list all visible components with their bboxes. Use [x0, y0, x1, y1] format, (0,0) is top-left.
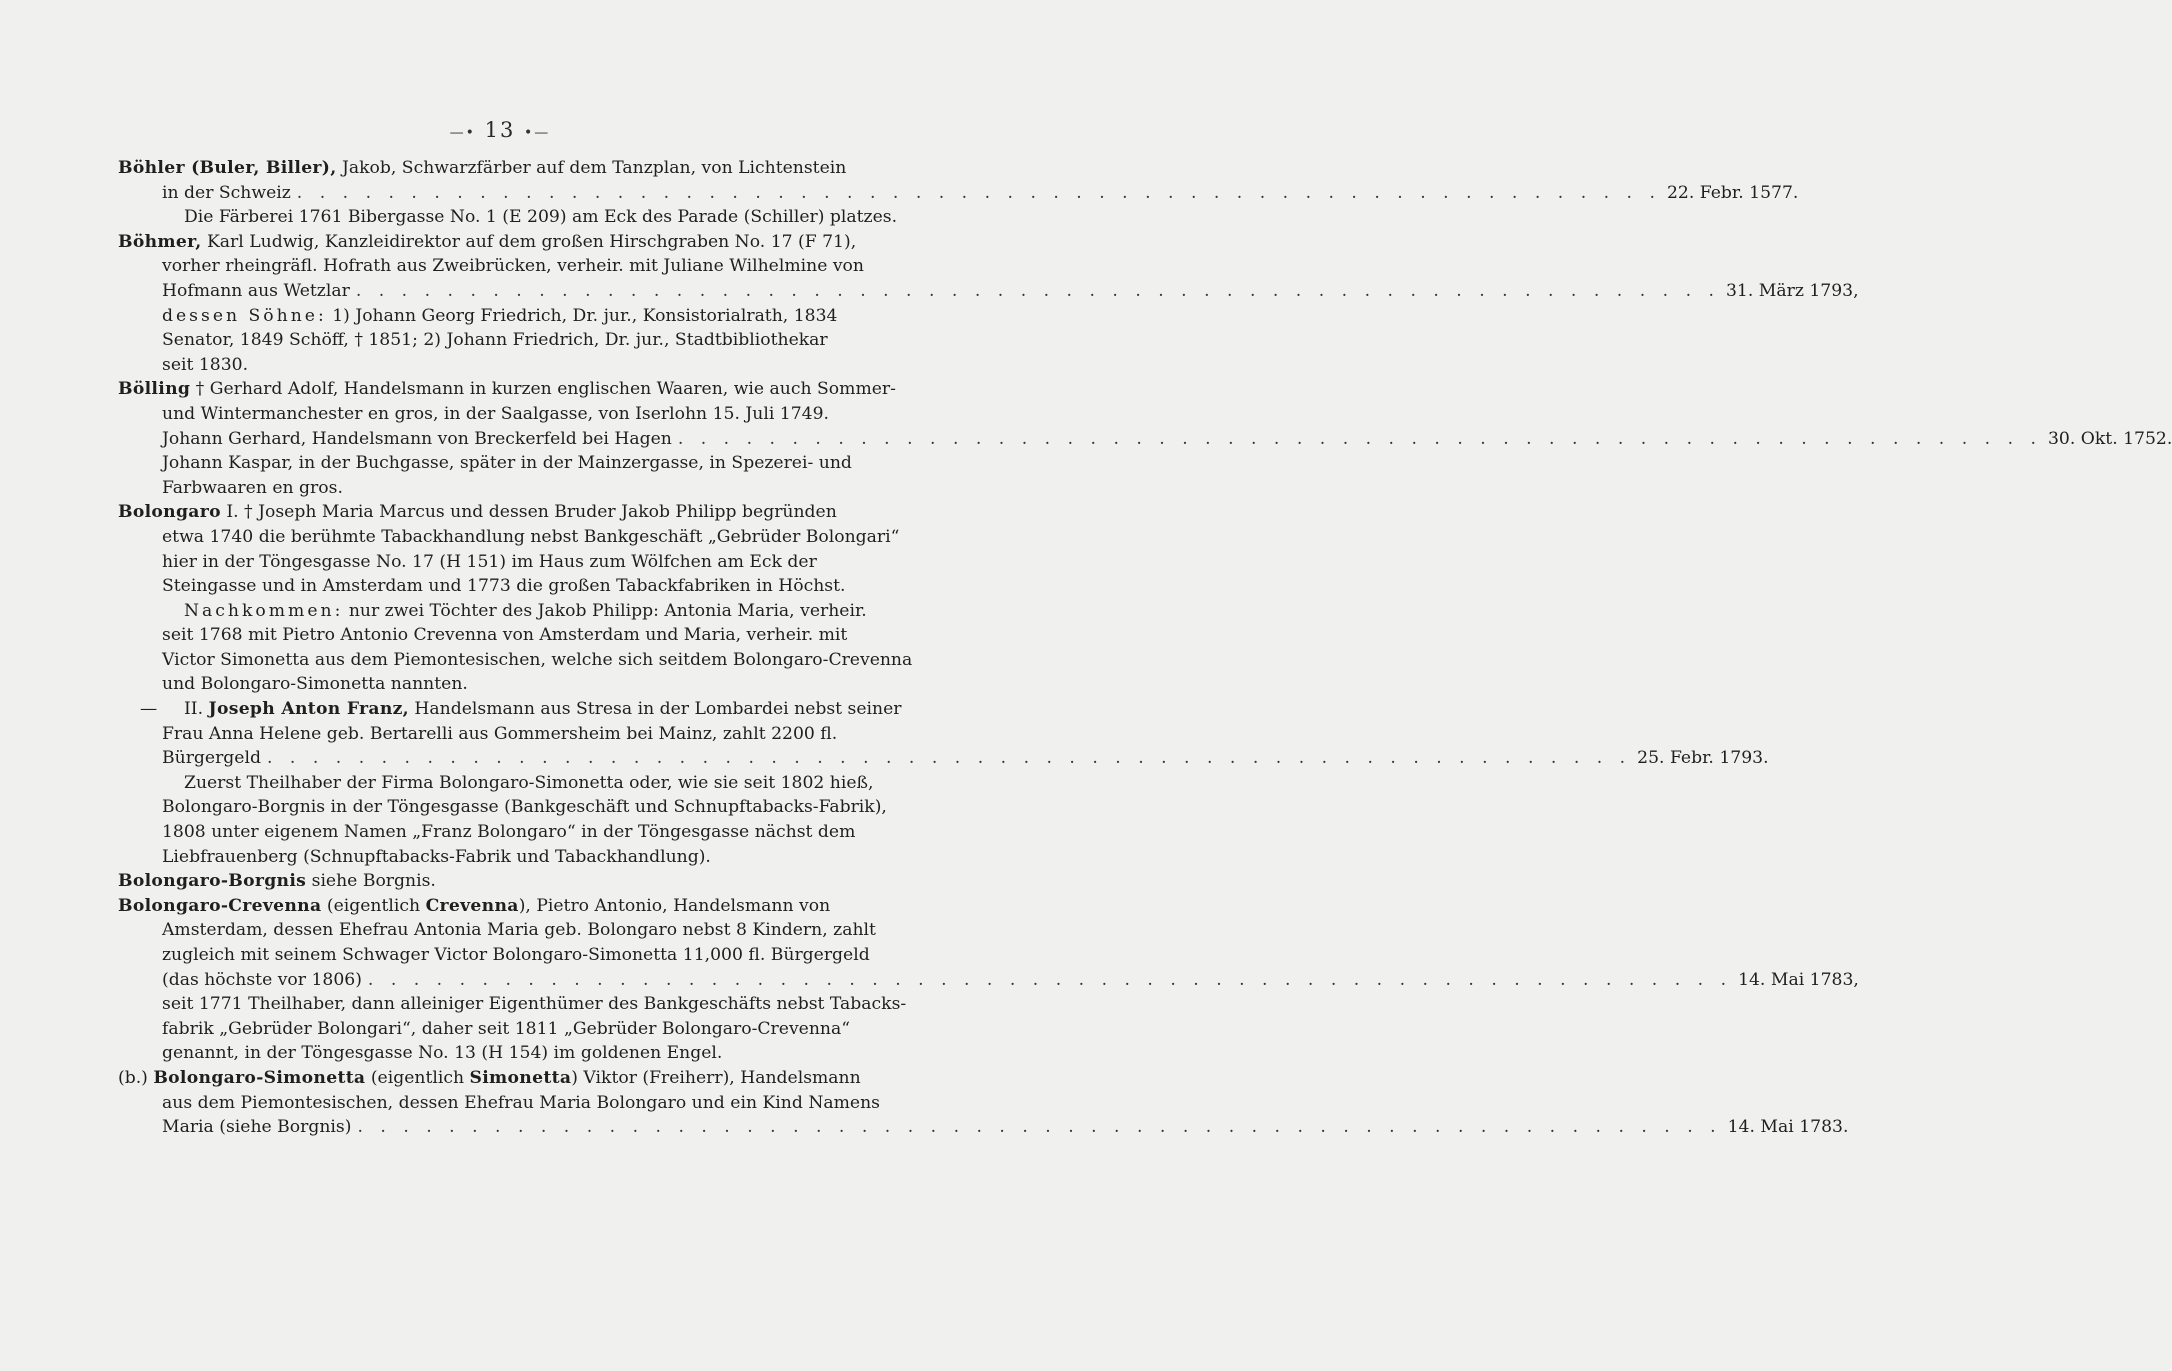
- entry-text: und Wintermanchester en gros, in der Saalgasse, von Iserlohn 15. Juli 1749.: [162, 403, 829, 424]
- text-line: [118, 205, 914, 230]
- page-number-text: 13: [484, 118, 516, 142]
- entry-text: 1) Johann Georg Friedrich, Dr. jur., Konsistorialrath, 1834: [326, 305, 838, 326]
- entry-headword: Böhler (Buler, Biller),: [118, 158, 337, 178]
- entry-text: II.: [184, 699, 209, 720]
- entry-date: 30. Okt. 1752.: [2047, 428, 2172, 449]
- entry-headword: Joseph Anton Franz,: [208, 699, 409, 720]
- entry-text: vorher rheingräfl. Hofrath aus Zweibrücken, verheir. mit Juliane Wilhelmine von: [162, 256, 864, 277]
- entry-headword: Simonetta: [469, 1067, 572, 1088]
- entry-text: Maria (siehe Borgnis): [162, 1117, 352, 1138]
- text-line: [118, 304, 914, 329]
- repeat-dash: —: [140, 699, 158, 720]
- entry-headword: Crevenna: [425, 895, 519, 916]
- entry-text: Senator, 1849 Schöff, † 1851; 2) Johann Friedrich, Dr. jur., Stadtbibliothekar: [162, 330, 828, 351]
- directory-entries: [118, 156, 2172, 1140]
- text-line: [118, 181, 1799, 206]
- entry-text: ) Viktor (Freiherr), Handelsmann: [571, 1067, 861, 1088]
- text-line: [118, 1091, 914, 1116]
- entry-text: 1808 unter eigenem Namen „Franz Bolongaro“ in der Töngesgasse nächst dem: [162, 822, 856, 843]
- text-line: [118, 918, 914, 943]
- entry-headword: Böhmer,: [118, 231, 202, 252]
- folio-ornament-left: —•: [449, 125, 476, 141]
- text-line: [118, 525, 914, 550]
- entry-text: Victor Simonetta aus dem Piemontesischen, welche sich seitdem Bolongaro-Crevenna: [162, 649, 913, 670]
- text-line: [118, 1115, 1849, 1140]
- entry-headword: Bolongaro-Simonetta: [153, 1067, 366, 1088]
- dot-leader: . . . . . . . . . . . . . . . . . . . . . . . . . . . . . . . . . . . . . . . . . . . . . . . . . . . . . . . . . . . .: [367, 969, 1733, 990]
- entry-text: Steingasse und in Amsterdam und 1773 die großen Tabackfabriken in Höchst.: [162, 576, 846, 597]
- text-line: [118, 156, 914, 181]
- entry-text: etwa 1740 die berühmte Tabackhandlung nebst Bankgeschäft „Gebrüder Bolongari“: [162, 526, 900, 547]
- entry-text: † Gerhard Adolf, Handelsmann in kurzen englischen Waaren, wie auch Sommer-: [190, 379, 896, 400]
- entry-text: Johann Gerhard, Handelsmann von Breckerfeld bei Hagen: [162, 428, 672, 449]
- text-line: [118, 894, 914, 919]
- text-line: [118, 1066, 914, 1091]
- text-line: [118, 623, 914, 648]
- entry-text: I. † Joseph Maria Marcus und dessen Bruder Jakob Philipp begründen: [220, 502, 837, 523]
- entry-headword: Bolongaro: [118, 502, 221, 523]
- text-line: [118, 992, 914, 1017]
- text-line: [118, 771, 914, 796]
- text-line: [118, 722, 914, 747]
- text-line: [118, 427, 2172, 452]
- entry-text: ), Pietro Antonio, Handelsmann von: [518, 895, 831, 916]
- text-line: [118, 869, 914, 894]
- entry-text: siehe Borgnis.: [306, 871, 436, 892]
- entry-date: 22. Febr. 1577.: [1666, 182, 1799, 203]
- entry-date: 14. Mai 1783,: [1738, 969, 1859, 990]
- text-line: [118, 377, 914, 402]
- entry-text: fabrik „Gebrüder Bolongari“, daher seit 1811 „Gebrüder Bolongaro-Crevenna“: [162, 1018, 851, 1039]
- entry-text: in der Schweiz: [162, 182, 291, 203]
- text-line: [118, 254, 914, 279]
- text-line: [118, 943, 914, 968]
- dot-leader: . . . . . . . . . . . . . . . . . . . . . . . . . . . . . . . . . . . . . . . . . . . . . . . . . . . . . . . . . . . .: [296, 182, 1661, 203]
- text-line: [118, 574, 914, 599]
- dot-leader: . . . . . . . . . . . . . . . . . . . . . . . . . . . . . . . . . . . . . . . . . . . . . . . . . . . . . . . . . . . .: [355, 280, 1720, 301]
- entry-text: Bolongaro-Borgnis in der Töngesgasse (Bankgeschäft und Schnupftabacks-Fabrik),: [162, 797, 887, 818]
- entry-text: Amsterdam, dessen Ehefrau Antonia Maria geb. Bolongaro nebst 8 Kindern, zahlt: [162, 920, 876, 941]
- entry-date: 31. März 1793,: [1725, 280, 1859, 301]
- text-line: [118, 500, 914, 525]
- dot-leader: . . . . . . . . . . . . . . . . . . . . . . . . . . . . . . . . . . . . . . . . . . . . . . . . . . . . . . . . . . . .: [677, 428, 2042, 449]
- folio-ornament-right: •—: [524, 125, 551, 141]
- text-line: [118, 328, 914, 353]
- text-line: [118, 550, 914, 575]
- entry-text: Liebfrauenberg (Schnupftabacks-Fabrik und Tabackhandlung).: [162, 846, 711, 867]
- text-line: [118, 279, 1859, 304]
- dot-leader: . . . . . . . . . . . . . . . . . . . . . . . . . . . . . . . . . . . . . . . . . . . . . . . . . . . . . . . . . . . .: [357, 1117, 1722, 1138]
- text-line: [118, 648, 914, 673]
- page-number: [0, 118, 1000, 142]
- text-line: [118, 476, 914, 501]
- entry-text: Johann Kaspar, in der Buchgasse, später in der Mainzergasse, in Spezerei- und: [162, 453, 852, 474]
- entry-text: und Bolongaro-Simonetta nannten.: [162, 674, 468, 695]
- dot-leader: . . . . . . . . . . . . . . . . . . . . . . . . . . . . . . . . . . . . . . . . . . . . . . . . . . . . . . . . . . . .: [266, 748, 1632, 769]
- entry-text: Hofmann aus Wetzlar: [162, 280, 350, 301]
- entry-text: aus dem Piemontesischen, dessen Ehefrau Maria Bolongaro und ein Kind Namens: [162, 1092, 880, 1113]
- entry-headword: Bolongaro-Crevenna: [118, 895, 322, 916]
- text-line: [118, 353, 914, 378]
- entry-headword: Bolongaro-Borgnis: [118, 871, 307, 892]
- text-line: [118, 820, 914, 845]
- entry-text: nur zwei Töchter des Jakob Philipp: Antonia Maria, verheir.: [343, 600, 867, 621]
- text-line: [118, 230, 914, 255]
- spaced-text: Nachkommen:: [184, 600, 344, 621]
- entry-text: seit 1768 mit Pietro Antonio Crevenna von Amsterdam und Maria, verheir. mit: [162, 625, 848, 646]
- spaced-text: dessen Söhne:: [162, 305, 327, 326]
- entry-text: seit 1771 Theilhaber, dann alleiniger Eigenthümer des Bankgeschäfts nebst Tabacks-: [162, 994, 907, 1015]
- text-line: [118, 599, 914, 624]
- entry-text: zugleich mit seinem Schwager Victor Bolongaro-Simonetta 11,000 fl. Bürgergeld: [162, 945, 870, 965]
- text-line: [118, 672, 914, 697]
- text-line: [118, 968, 1859, 993]
- text-line: [118, 697, 914, 722]
- text-line: [118, 795, 914, 820]
- entry-text: Karl Ludwig, Kanzleidirektor auf dem großen Hirschgraben No. 17 (F 71),: [201, 231, 857, 252]
- entry-text: Farbwaaren en gros.: [162, 477, 343, 498]
- entry-text: (b.): [118, 1067, 154, 1088]
- entry-date: 25. Febr. 1793.: [1637, 748, 1769, 769]
- entry-text: Bürgergeld: [162, 748, 261, 769]
- text-line: [118, 451, 914, 476]
- text-line: [118, 845, 914, 870]
- entry-text: Jakob, Schwarzfärber auf dem Tanzplan, von Lichtenstein: [336, 158, 847, 178]
- entry-date: 14. Mai 1783.: [1727, 1117, 1849, 1138]
- entry-text: (das höchste vor 1806): [162, 969, 362, 990]
- entry-text: hier in der Töngesgasse No. 17 (H 151) im Haus zum Wölfchen am Eck der: [162, 551, 817, 572]
- entry-headword: Bölling: [118, 379, 191, 400]
- text-line: [118, 746, 1769, 771]
- text-line: [118, 1017, 914, 1042]
- entry-text: Die Färberei 1761 Bibergasse No. 1 (E 209) am Eck des Parade (Schiller) platzes.: [184, 207, 898, 228]
- entry-text: Handelsmann aus Stresa in der Lombardei nebst seiner: [408, 699, 902, 720]
- text-line: [118, 1041, 914, 1066]
- entry-text: seit 1830.: [162, 354, 249, 375]
- entry-text: (eigentlich: [365, 1067, 470, 1088]
- entry-text: (eigentlich: [321, 895, 426, 916]
- entry-text: genannt, in der Töngesgasse No. 13 (H 154) im goldenen Engel.: [162, 1043, 723, 1064]
- entry-text: Zuerst Theilhaber der Firma Bolongaro-Simonetta oder, wie sie seit 1802 hieß,: [184, 772, 874, 793]
- text-line: [118, 402, 914, 427]
- entry-text: Frau Anna Helene geb. Bertarelli aus Gommersheim bei Mainz, zahlt 2200 fl.: [162, 723, 838, 744]
